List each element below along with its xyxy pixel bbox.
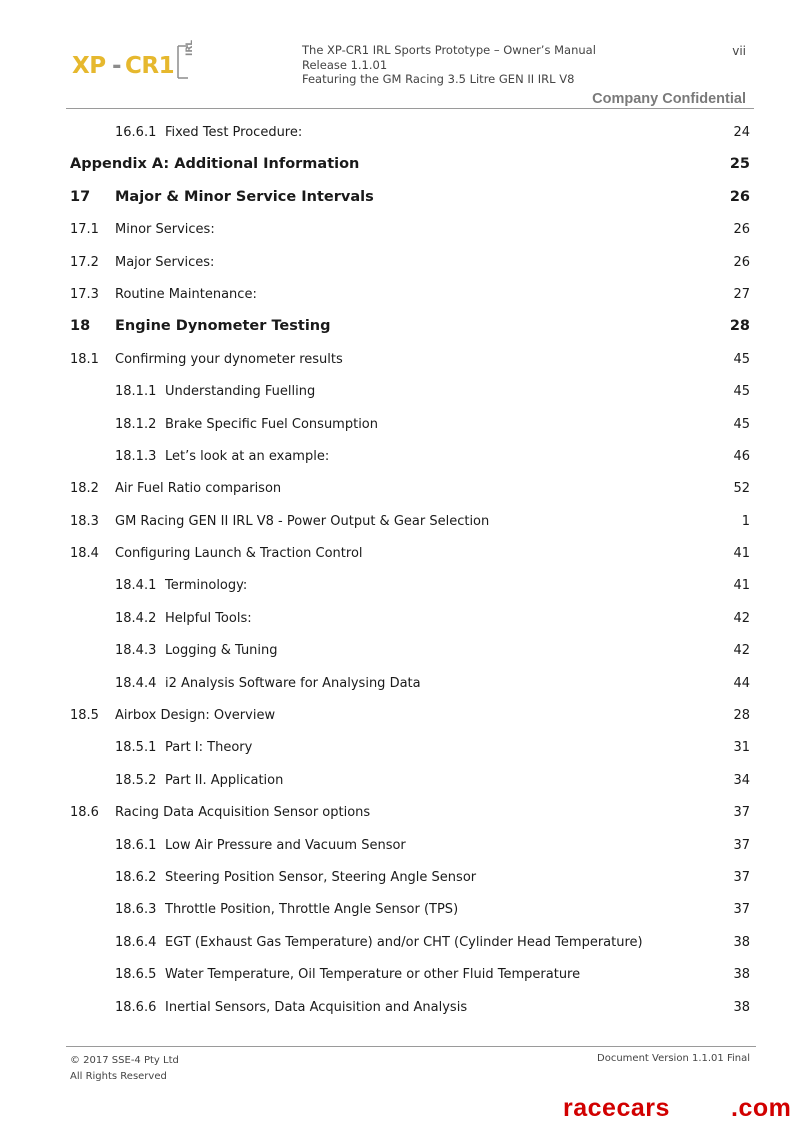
toc-entry[interactable] [0,117,801,149]
toc-entry-number: 17.2 [70,254,99,270]
toc-entry-number: 18.6.2 [115,869,157,885]
toc-entry[interactable] [0,797,801,829]
toc-entry-title[interactable]: Minor Services: [115,222,215,238]
toc-entry-title[interactable]: Brake Specific Fuel Consumption [165,416,379,432]
toc-entry-page[interactable]: 41 [733,578,750,594]
toc-entry-number: 18.4.3 [115,643,157,659]
table-of-contents [0,117,801,1024]
page-numeral: vii [732,44,746,58]
toc-entry-title[interactable]: Helpful Tools: [165,610,252,626]
toc-entry-number: 18.4.2 [115,610,157,626]
toc-entry-title[interactable]: Appendix A: Additional Information [70,156,360,173]
toc-entry-page[interactable]: 42 [733,610,750,626]
toc-entry-page[interactable]: 1 [741,513,750,529]
toc-entry-number: 18 [70,318,91,335]
toc-entry[interactable] [0,344,801,376]
toc-entry-page[interactable]: 38 [733,967,750,983]
toc-entry-title[interactable]: Air Fuel Ratio comparison [115,481,282,497]
toc-entry-page[interactable]: 26 [729,188,750,205]
toc-entry[interactable] [0,603,801,635]
footer-rights: All Rights Reserved [70,1071,167,1082]
header-title: The XP-CR1 IRL Sports Prototype – Owner’s Manual [302,43,596,57]
toc-entry[interactable] [0,894,801,926]
toc-entry[interactable] [0,538,801,570]
toc-entry-page[interactable]: 37 [733,902,750,918]
toc-entry[interactable] [0,214,801,246]
toc-entry-title[interactable]: Understanding Fuelling [165,384,316,400]
toc-entry[interactable] [0,376,801,408]
toc-entry-page[interactable]: 27 [733,286,750,302]
toc-entry-number: 18.6 [70,805,99,821]
toc-entry-number: 18.6.1 [115,837,157,853]
toc-entry-title[interactable]: Logging & Tuning [165,643,278,659]
toc-entry-page[interactable]: 26 [733,222,750,238]
toc-entry-number: 18.4.4 [115,675,157,691]
toc-entry-title[interactable]: i2 Analysis Software for Analysing Data [165,675,421,691]
toc-entry-title[interactable]: Engine Dynometer Testing [115,318,331,335]
toc-entry-number: 18.5.2 [115,772,157,788]
footer-version: Document Version 1.1.01 Final [597,1053,750,1064]
toc-entry-page[interactable]: 28 [733,708,750,724]
toc-entry-number: 17 [70,188,91,205]
toc-entry[interactable] [0,473,801,505]
toc-entry[interactable] [0,862,801,894]
confidential-label: Company Confidential [592,91,746,107]
xp-cr1-irl-logo [70,40,195,84]
toc-entry-title[interactable]: Throttle Position, Throttle Angle Sensor (TPS) [165,902,459,918]
toc-entry-number: 18.4.1 [115,578,157,594]
toc-entry-number: 18.1.2 [115,416,157,432]
toc-entry-page[interactable]: 34 [733,772,750,788]
toc-entry[interactable] [0,959,801,991]
toc-entry-number: 17.3 [70,286,99,302]
toc-entry-page[interactable]: 41 [733,546,750,562]
svg-text:CR1: CR1 [125,53,175,79]
toc-entry-number: 17.1 [70,222,99,238]
toc-entry-number: 18.3 [70,513,99,529]
toc-entry-title[interactable]: Racing Data Acquisition Sensor options [115,805,371,821]
toc-entry[interactable] [0,441,801,473]
toc-entry-title[interactable]: Major Services: [115,254,215,270]
toc-entry-number: 18.5 [70,708,99,724]
toc-entry-page[interactable]: 25 [729,156,750,173]
toc-entry-number: 18.6.4 [115,934,157,950]
toc-entry-number: 18.5.1 [115,740,157,756]
toc-entry-title[interactable]: Confirming your dynometer results [115,351,343,367]
toc-entry[interactable] [0,247,801,279]
toc-entry[interactable] [0,279,801,311]
toc-entry-page[interactable]: 28 [729,318,750,335]
toc-entry-page[interactable]: 38 [733,999,750,1015]
toc-entry-title[interactable]: Routine Maintenance: [115,286,257,302]
toc-entry[interactable] [0,927,801,959]
document-header [302,43,596,87]
toc-entry-number: 16.6.1 [115,125,157,140]
toc-entry-page[interactable]: 52 [733,481,750,497]
toc-entry-title[interactable]: Fixed Test Procedure: [165,125,303,140]
toc-entry-page[interactable]: 37 [733,869,750,885]
footer-copyright: © 2017 SSE-4 Pty Ltd [70,1055,179,1066]
toc-entry[interactable] [0,830,801,862]
toc-entry-page[interactable]: 37 [733,805,750,821]
header-engine: Featuring the GM Racing 3.5 Litre GEN II IRL V8 [302,72,575,86]
toc-entry[interactable] [0,700,801,732]
toc-entry-number: 18.1.3 [115,448,157,464]
toc-entry-page[interactable]: 45 [733,416,750,432]
header-divider [66,108,754,109]
toc-entry-title[interactable]: Part I: Theory [165,740,253,756]
toc-entry-title[interactable]: EGT (Exhaust Gas Temperature) and/or CHT (Cylinder Head Temperature) [165,934,643,950]
toc-entry[interactable] [0,506,801,538]
toc-entry-number: 18.6.5 [115,967,157,983]
footer-copyright-block [70,1053,179,1085]
toc-entry[interactable] [0,765,801,797]
toc-entry-title[interactable]: Low Air Pressure and Vacuum Sensor [165,837,406,853]
toc-entry[interactable] [0,149,801,181]
watermark-dotcom: .com [731,1094,792,1122]
footer-divider [66,1046,756,1047]
toc-entry-number: 18.6.6 [115,999,157,1015]
toc-entry-title[interactable]: GM Racing GEN II IRL V8 - Power Output & Gear Selection [115,513,490,529]
toc-entry[interactable] [0,182,801,214]
toc-entry-number: 18.1 [70,351,99,367]
toc-entry-title[interactable]: Part II. Application [165,772,284,788]
svg-text:XP: XP [72,53,106,79]
toc-entry-page[interactable]: 45 [733,351,750,367]
toc-entry-number: 18.4 [70,546,99,562]
toc-entry[interactable] [0,409,801,441]
toc-entry-title[interactable]: Water Temperature, Oil Temperature or other Fluid Temperature [165,967,581,983]
toc-entry-title[interactable]: Terminology: [165,578,248,594]
toc-entry-page[interactable]: 45 [733,384,750,400]
toc-entry-title[interactable]: Configuring Launch & Traction Control [115,546,363,562]
toc-entry-page[interactable]: 42 [733,643,750,659]
toc-entry[interactable] [0,668,801,700]
toc-entry-page[interactable]: 46 [733,448,750,464]
toc-entry-title[interactable]: Steering Position Sensor, Steering Angle Sensor [165,869,477,885]
toc-entry[interactable] [0,311,801,343]
header-release: Release 1.1.01 [302,57,388,72]
svg-text:-: - [112,53,122,79]
toc-entry-page[interactable]: 38 [733,934,750,950]
toc-entry-title[interactable]: Airbox Design: Overview [115,708,276,724]
toc-entry-title[interactable]: Inertial Sensors, Data Acquisition and Analysis [165,999,468,1015]
toc-entry-page[interactable]: 44 [733,675,750,691]
toc-entry[interactable] [0,635,801,667]
svg-text:IRL: IRL [185,40,195,56]
watermark-racecars: racecars [563,1094,670,1122]
toc-entry-number: 18.2 [70,481,99,497]
toc-entry[interactable] [0,570,801,602]
toc-entry-number: 18.6.3 [115,902,157,918]
toc-entry[interactable] [0,992,801,1024]
toc-entry-title[interactable]: Major & Minor Service Intervals [115,188,374,205]
toc-entry-page[interactable]: 37 [733,837,750,853]
toc-entry[interactable] [0,732,801,764]
toc-entry-number: 18.1.1 [115,384,157,400]
toc-entry-page[interactable]: 26 [733,254,750,270]
toc-entry-page[interactable]: 31 [733,740,750,756]
toc-entry-title[interactable]: Let’s look at an example: [165,448,330,464]
toc-entry-page[interactable]: 24 [733,125,750,140]
